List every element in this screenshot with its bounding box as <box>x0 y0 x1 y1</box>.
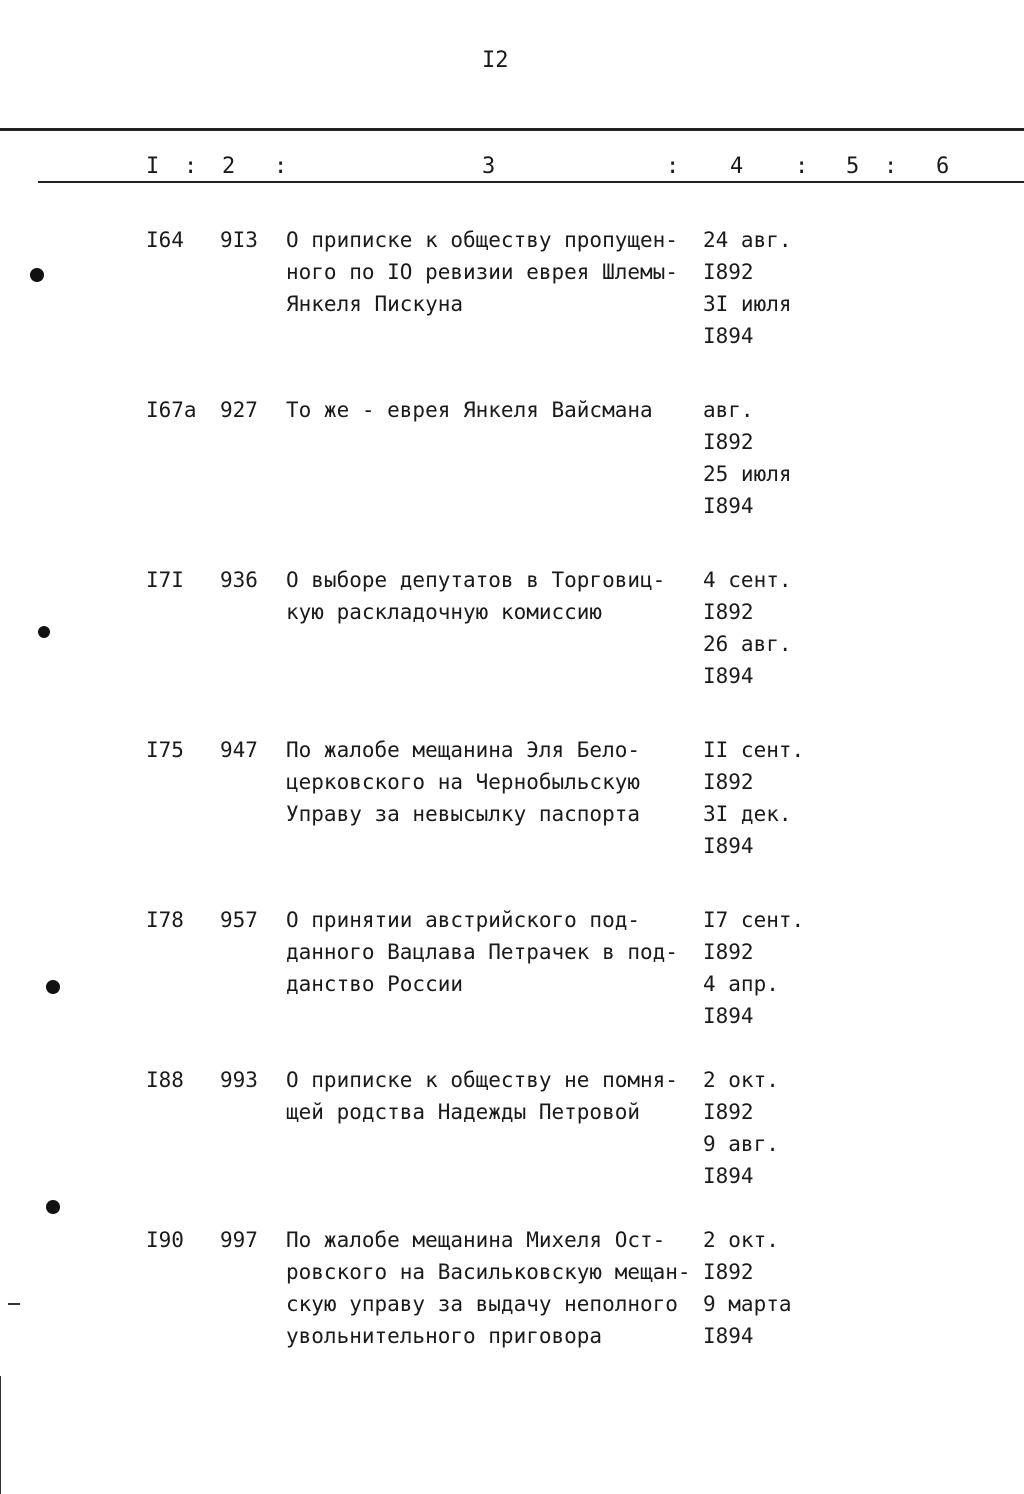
entry-date: I892 <box>703 1260 754 1284</box>
entry-title-line: данного Вацлава Петрачек в под- <box>286 940 678 964</box>
margin-tick-mark <box>8 1303 20 1305</box>
entry-date: 9 марта <box>703 1292 792 1316</box>
entry-date: I894 <box>703 1324 754 1348</box>
column-header-separator: : <box>274 154 288 179</box>
entry-date: 2 окт. <box>703 1228 779 1252</box>
top-rule <box>0 128 1024 131</box>
column-header-6: 6 <box>936 154 950 179</box>
file-number: 936 <box>220 568 258 592</box>
entry-title-line: щей родства Надежды Петровой <box>286 1100 641 1124</box>
entry-title-line: По жалобе мещанина Михеля Ост- <box>286 1228 666 1252</box>
entry-date: I894 <box>703 494 754 518</box>
punch-hole-mark <box>46 1200 60 1214</box>
column-header-separator: : <box>795 154 809 179</box>
entry-date: I892 <box>703 940 754 964</box>
entry-date: 3I июля <box>703 292 792 316</box>
file-number: 9I3 <box>220 228 258 252</box>
file-number: 993 <box>220 1068 258 1092</box>
entry-number: I7I <box>146 568 184 592</box>
entry-title-line: ровского на Васильковскую мещан- <box>286 1260 691 1284</box>
entry-date: 9 авг. <box>703 1132 779 1156</box>
entry-date: I892 <box>703 430 754 454</box>
entry-date: 4 апр. <box>703 972 779 996</box>
punch-hole-mark <box>46 980 60 994</box>
entry-title-line: Янкеля Пискуна <box>286 292 464 316</box>
entry-date: авг. <box>703 398 754 422</box>
column-header-1: I <box>146 154 160 179</box>
entry-title-line: О приписке к обществу пропущен- <box>286 228 678 252</box>
entry-date: 24 авг. <box>703 228 792 252</box>
column-header-4: 4 <box>730 154 744 179</box>
entry-number: I78 <box>146 908 184 932</box>
entry-title-line: кую раскладочную комиссию <box>286 600 603 624</box>
punch-hole-mark <box>30 268 44 282</box>
file-number: 927 <box>220 398 258 422</box>
entry-date: 25 июля <box>703 462 792 486</box>
entry-date: 3I дек. <box>703 802 792 826</box>
entry-date: 26 авг. <box>703 632 792 656</box>
entry-date: I7 сент. <box>703 908 805 932</box>
entry-title-line: О принятии австрийского под- <box>286 908 641 932</box>
entry-date: I892 <box>703 260 754 284</box>
column-header-separator: : <box>184 154 198 179</box>
margin-edge-line <box>0 1376 1 1494</box>
file-number: 997 <box>220 1228 258 1252</box>
entry-date: I894 <box>703 1004 754 1028</box>
punch-hole-mark <box>38 626 50 638</box>
entry-title-line: данство России <box>286 972 464 996</box>
entry-date: 4 сент. <box>703 568 792 592</box>
entry-title-line: По жалобе мещанина Эля Бело- <box>286 738 641 762</box>
entry-title-line: То же - еврея Янкеля Вайсмана <box>286 398 653 422</box>
column-header-separator: : <box>884 154 898 179</box>
file-number: 957 <box>220 908 258 932</box>
entry-date: I894 <box>703 1164 754 1188</box>
entry-date: I894 <box>703 324 754 348</box>
entry-date: I892 <box>703 1100 754 1124</box>
column-header-5: 5 <box>846 154 860 179</box>
file-number: 947 <box>220 738 258 762</box>
entry-title-line: увольнительного приговора <box>286 1324 603 1348</box>
header-rule <box>38 181 1024 183</box>
entry-date: I894 <box>703 664 754 688</box>
entry-title-line: ного по IO ревизии еврея Шлемы- <box>286 260 678 284</box>
entry-number: I88 <box>146 1068 184 1092</box>
entry-number: I75 <box>146 738 184 762</box>
entry-date: I894 <box>703 834 754 858</box>
entry-date: 2 окт. <box>703 1068 779 1092</box>
entry-number: I64 <box>146 228 184 252</box>
page-number: I2 <box>482 48 509 73</box>
entry-date: I892 <box>703 600 754 624</box>
entry-title-line: скую управу за выдачу неполного <box>286 1292 678 1316</box>
column-header-3: 3 <box>482 154 496 179</box>
column-header-2: 2 <box>222 154 236 179</box>
column-header-separator: : <box>666 154 680 179</box>
entry-title-line: Управу за невысылку паспорта <box>286 802 641 826</box>
entry-title-line: О выборе депутатов в Торговиц- <box>286 568 666 592</box>
entry-date: I892 <box>703 770 754 794</box>
entry-date: II сент. <box>703 738 805 762</box>
entry-title-line: О приписке к обществу не помня- <box>286 1068 678 1092</box>
entry-number: I67а <box>146 398 197 422</box>
entry-number: I90 <box>146 1228 184 1252</box>
entry-title-line: церковского на Чернобыльскую <box>286 770 641 794</box>
